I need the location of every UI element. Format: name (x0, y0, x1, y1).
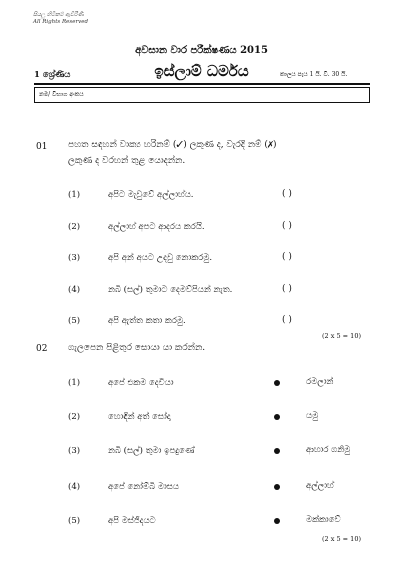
q2-number: 02 (36, 344, 48, 354)
q2-item-number: (3) (68, 446, 81, 456)
q1-answer-box[interactable]: ( ) (282, 315, 292, 325)
q2-option: මක්කාවේ (306, 515, 341, 525)
name-field-label: නම/ විභාග අංකය (39, 91, 84, 98)
q2-option: ආහාර ගනිමු (306, 445, 351, 455)
q2-marks: (2 x 5 = 10) (322, 535, 361, 543)
q1-instruction-line2: ලකුණ ද වරහන් තුළ යොදන්න. (68, 156, 186, 166)
q1-answer-box[interactable]: ( ) (282, 189, 292, 199)
match-dot[interactable] (274, 518, 280, 524)
q1-answer-box[interactable]: ( ) (282, 221, 292, 231)
q1-item-number: (4) (68, 285, 81, 295)
q2-option: අල්ලාහ් (306, 481, 334, 491)
q1-item-text: අල්ලාහ් අපට ආදරය කරයි. (108, 222, 205, 232)
match-dot[interactable] (274, 414, 280, 420)
match-dot[interactable] (274, 380, 280, 386)
name-field[interactable] (34, 87, 370, 103)
q2-item-number: (5) (68, 516, 81, 526)
q2-item-text: අපි මස්ජිදයට (108, 516, 156, 526)
match-dot[interactable] (274, 484, 280, 490)
q2-item-text: අපේ එකම දෙවියා (108, 378, 174, 388)
q1-number: 01 (36, 142, 48, 152)
q2-option: රමලාන් (306, 377, 334, 387)
q1-item-number: (2) (68, 222, 81, 232)
q1-instruction-line1: පහත සඳහන් වාක්‍ය හරිනම් (✓) ලකුණ ද, වැරදි නම් (✗) (68, 140, 277, 150)
rights-sinhala: සියලු හිමිකම් ඇවිරිණි (33, 12, 84, 18)
copyright-notice (33, 12, 88, 26)
q1-item-number: (1) (68, 190, 81, 200)
q1-item-number: (5) (68, 316, 81, 326)
q1-answer-box[interactable]: ( ) (282, 252, 292, 262)
q1-item-number: (3) (68, 253, 81, 263)
q2-item-text: හොඳින් අත් සෝදා (108, 412, 171, 422)
q1-item-text: අපි අන් අයට උදවු නොකරමු. (108, 253, 213, 263)
q2-item-text: අපේ නෝම්බි මාසය (108, 482, 179, 492)
q2-instruction: ගැලපෙන පිළිතුර සොයා යා කරන්න. (68, 343, 206, 353)
q1-marks: (2 x 5 = 10) (322, 332, 361, 340)
header-divider (34, 83, 370, 85)
exam-title: අවසාන වාර පරීක්ෂණය 2015 (135, 45, 268, 56)
q2-option: යමු (306, 411, 319, 421)
q1-item-text: අපිට මැවුවේ අල්ලාහ්ය. (108, 190, 194, 200)
time-label: කාලය පැය 1 යි. වි. 30 යි. (280, 71, 348, 78)
subject-title: ඉස්ලාම් ධර්මය (154, 62, 249, 80)
q1-item-text: අපි ඇත්ත කතා කරමු. (108, 316, 186, 326)
rights-english: All Rights Reserved (33, 19, 88, 25)
q2-item-number: (4) (68, 482, 81, 492)
q1-answer-box[interactable]: ( ) (282, 284, 292, 294)
q2-item-number: (1) (68, 378, 81, 388)
q2-item-text: නබි (සල්) තුමා ඉපදුණේ (108, 446, 195, 456)
q2-item-number: (2) (68, 412, 81, 422)
q1-item-text: නබි (සල්) තුමාට දෙමව්පියන් නැත. (108, 285, 233, 295)
grade-label: 1 ශ්‍රේණිය (34, 70, 71, 80)
match-dot[interactable] (274, 448, 280, 454)
